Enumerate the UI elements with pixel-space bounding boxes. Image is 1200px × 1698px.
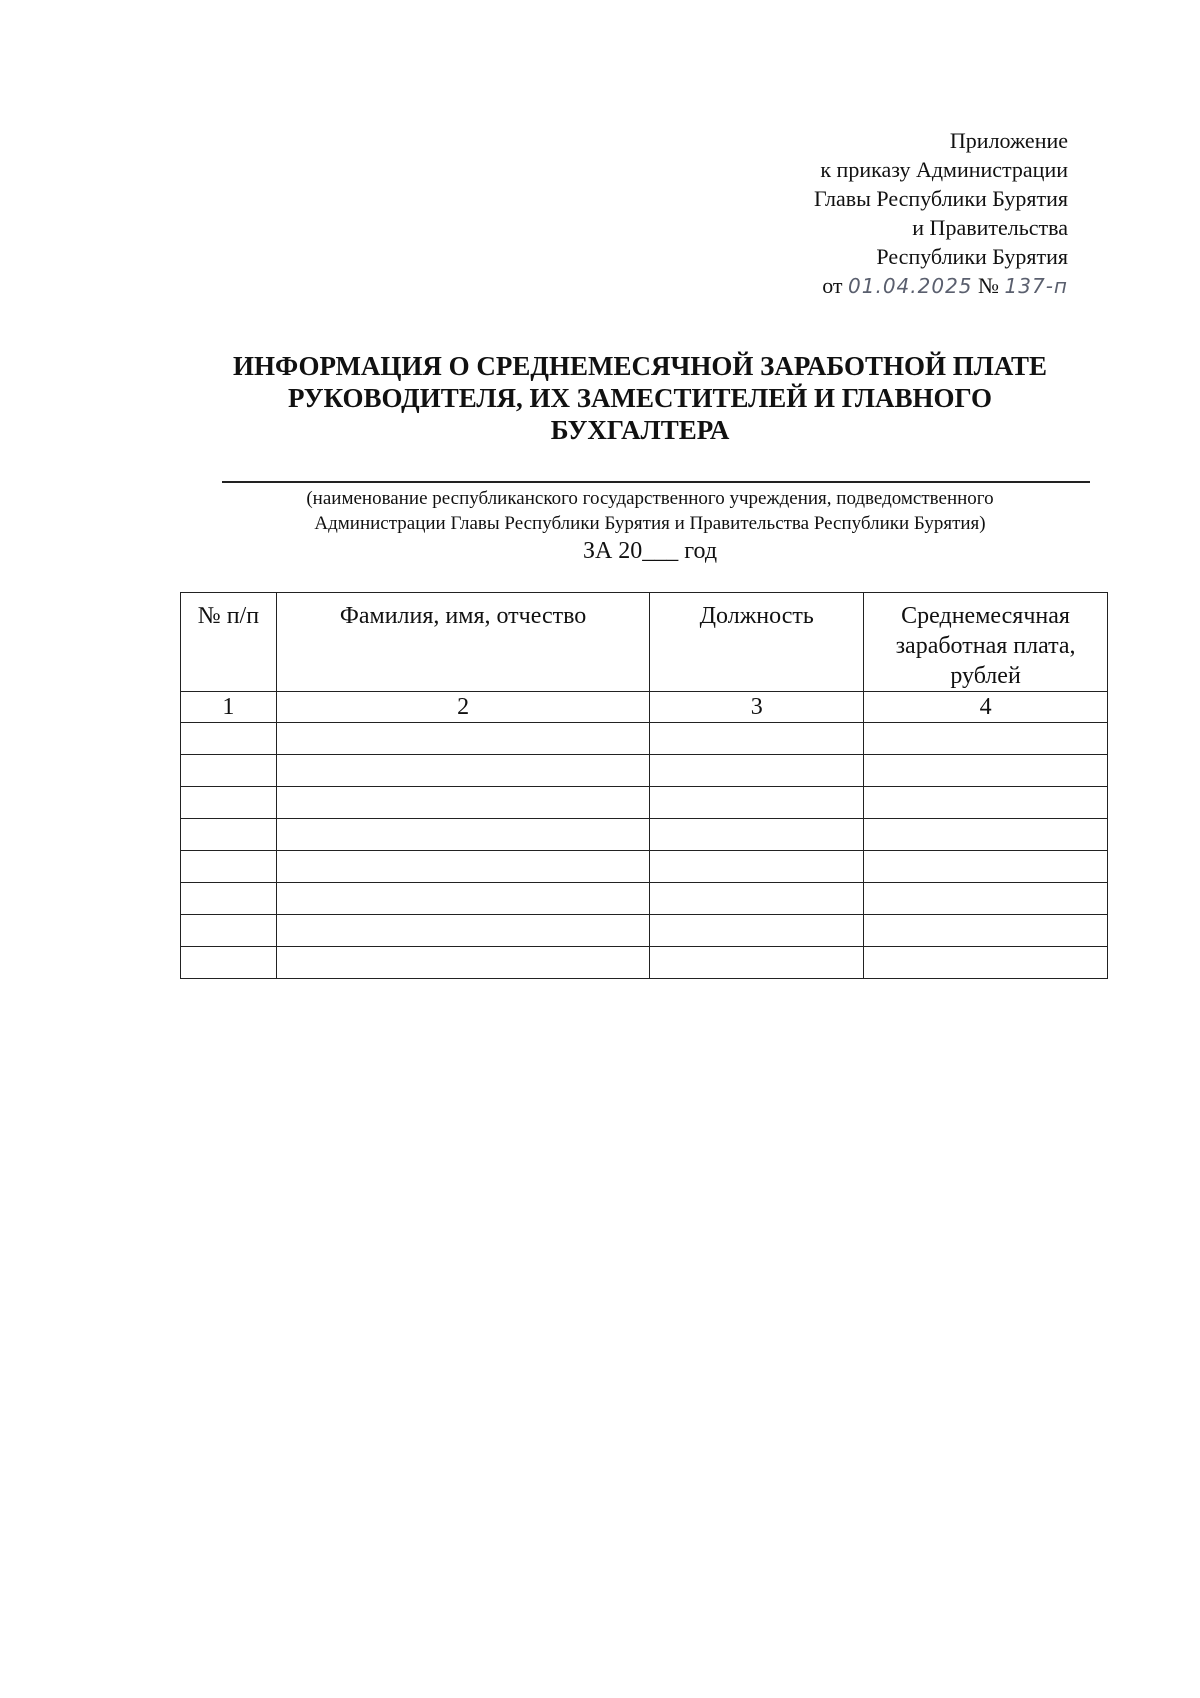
- empty-cell: [181, 851, 277, 883]
- appendix-date-line: [648, 271, 1068, 301]
- table-row: [181, 787, 1108, 819]
- table-row: [181, 755, 1108, 787]
- empty-cell: [650, 915, 864, 947]
- appendix-line-2: к приказу Администрации: [820, 157, 1068, 182]
- appendix-line-5: Республики Бурятия: [876, 244, 1068, 269]
- header-average-salary: Среднемесячная заработная плата, рублей: [864, 593, 1108, 692]
- title-line-2: РУКОВОДИТЕЛЯ, ИХ ЗАМЕСТИТЕЛЕЙ И ГЛАВНОГО: [287, 383, 993, 413]
- column-number-cell: 3: [650, 692, 864, 723]
- year-line: ЗА 20___ год: [582, 538, 718, 564]
- empty-cell: [181, 755, 277, 787]
- table-row: [181, 915, 1108, 947]
- empty-cell: [276, 851, 649, 883]
- empty-cell: [181, 947, 277, 979]
- appendix-line-1: Приложение: [949, 128, 1068, 153]
- appendix-line-3: Главы Республики Бурятия: [813, 186, 1068, 211]
- column-number-row: [181, 692, 1108, 723]
- empty-cell: [276, 947, 649, 979]
- salary-table: [180, 592, 1108, 979]
- empty-cell: [276, 883, 649, 915]
- empty-cell: [864, 915, 1108, 947]
- empty-cell: [650, 819, 864, 851]
- empty-cell: [181, 883, 277, 915]
- table-row: [181, 947, 1108, 979]
- empty-cell: [650, 883, 864, 915]
- column-number-cell: 1: [181, 692, 277, 723]
- table-row: [181, 819, 1108, 851]
- handwritten-number: 137-п: [1004, 274, 1068, 298]
- empty-cell: [276, 723, 649, 755]
- column-number-cell: 2: [276, 692, 649, 723]
- handwritten-date: 01.04.2025: [848, 274, 973, 298]
- column-number-cell: 4: [864, 692, 1108, 723]
- empty-cell: [276, 787, 649, 819]
- institution-name-underline: [222, 481, 1090, 483]
- table-header-row: [181, 593, 1108, 692]
- empty-cell: [650, 851, 864, 883]
- empty-cell: [276, 915, 649, 947]
- empty-cell: [181, 819, 277, 851]
- date-prefix: от: [822, 273, 843, 298]
- empty-cell: [864, 883, 1108, 915]
- empty-cell: [650, 755, 864, 787]
- empty-cell: [181, 787, 277, 819]
- document-title: [190, 350, 1090, 446]
- header-number: № п/п: [181, 593, 277, 692]
- number-sign: №: [978, 273, 1000, 298]
- appendix-block: [648, 126, 1068, 301]
- institution-caption: [200, 486, 1100, 536]
- table-row: [181, 851, 1108, 883]
- empty-cell: [864, 787, 1108, 819]
- empty-cell: [864, 819, 1108, 851]
- empty-cell: [650, 787, 864, 819]
- empty-cell: [650, 723, 864, 755]
- empty-cell: [181, 915, 277, 947]
- header-position: Должность: [650, 593, 864, 692]
- empty-cell: [864, 723, 1108, 755]
- appendix-line-4: и Правительства: [912, 215, 1068, 240]
- empty-cell: [276, 819, 649, 851]
- title-line-1: ИНФОРМАЦИЯ О СРЕДНЕМЕСЯЧНОЙ ЗАРАБОТНОЙ ПЛАТЕ: [232, 351, 1048, 381]
- header-full-name: Фамилия, имя, отчество: [276, 593, 649, 692]
- caption-line-1: (наименование республиканского государственного учреждения, подведомственного: [306, 488, 994, 509]
- empty-cell: [276, 755, 649, 787]
- empty-cell: [864, 755, 1108, 787]
- empty-cell: [650, 947, 864, 979]
- title-line-3: БУХГАЛТЕРА: [550, 415, 730, 445]
- table-row: [181, 883, 1108, 915]
- empty-cell: [864, 851, 1108, 883]
- table-row: [181, 723, 1108, 755]
- empty-cell: [864, 947, 1108, 979]
- empty-cell: [181, 723, 277, 755]
- caption-line-2: Администрации Главы Республики Бурятия и Правительства Республики Бурятия): [314, 513, 986, 534]
